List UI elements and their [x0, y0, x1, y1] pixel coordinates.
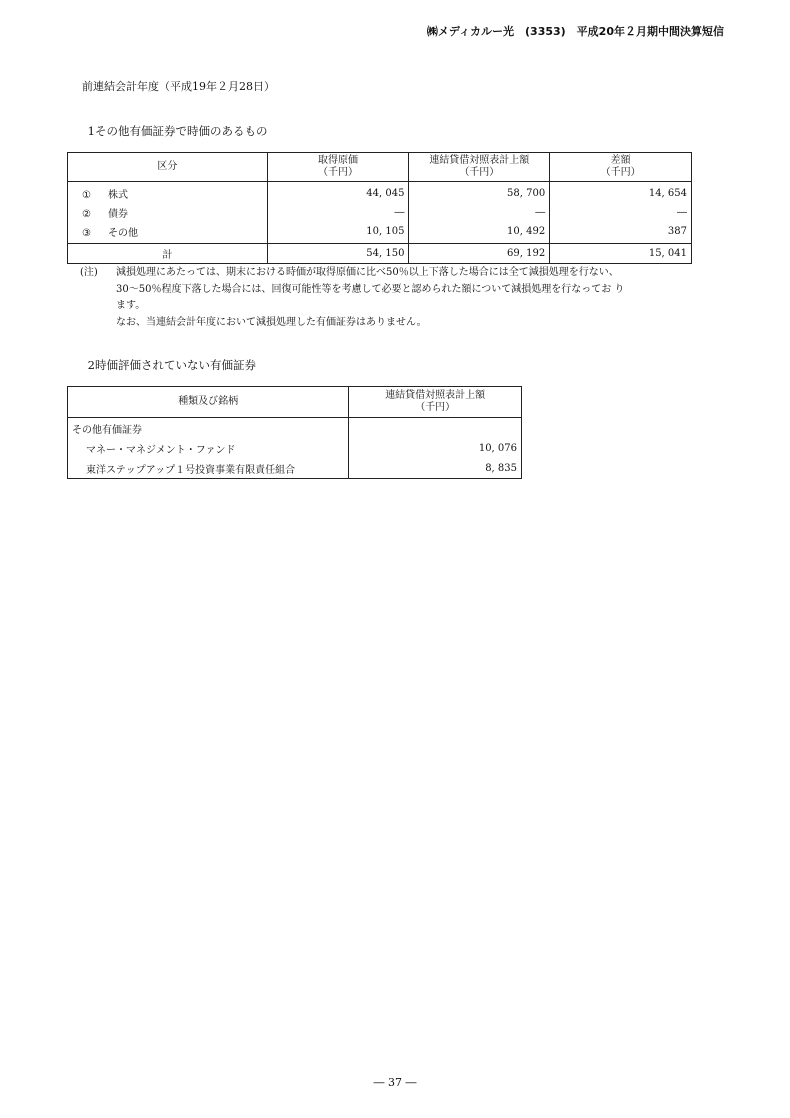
row-label: ③ その他: [68, 222, 268, 244]
row-label: ① 株式: [68, 182, 268, 204]
note-line: 減損処理にあたっては、期末における時価が取得原価に比べ50％以上下落した場合には全て減損処理を行ない、: [116, 267, 619, 278]
table-header-row: [68, 153, 692, 182]
empty-cell: [349, 418, 522, 439]
book-value-cell: ―: [409, 203, 550, 222]
table-row: [68, 222, 692, 244]
section-1-title: その他有価証券で時価のあるもの: [95, 124, 268, 138]
section-2-title: 時価評価されていない有価証券: [95, 358, 256, 372]
header-book-value: 連結貸借対照表計上額 （千円）: [409, 153, 550, 182]
header-type: 種類及び銘柄: [68, 387, 349, 418]
total-label: 計: [68, 244, 268, 264]
book-value-cell: 8, 835: [349, 458, 522, 479]
section-2-heading: [70, 357, 256, 373]
book-value-cell: 10, 076: [349, 438, 522, 458]
header-cost: 取得原価 （千円）: [267, 153, 409, 182]
section-1-number: 1: [87, 124, 95, 138]
difference-cell: 387: [550, 222, 692, 244]
note-tag: (注): [80, 267, 98, 278]
table-row: [68, 418, 522, 439]
total-difference: 15, 041: [550, 244, 692, 264]
security-name: 東洋ステップアップ１号投資事業有限責任組合: [68, 458, 349, 479]
total-row: [68, 244, 692, 264]
securities-with-market-value-table: [67, 152, 692, 264]
header-difference: 差額 （千円）: [550, 153, 692, 182]
table-row: [68, 182, 692, 204]
book-value-cell: 58, 700: [409, 182, 550, 204]
period-label: 前連結会計年度（平成19年２月28日）: [82, 80, 275, 93]
note-line: 30～50％程度下落した場合には、回復可能性等を考慮して必要と認められた額について減損処理を行なってお り: [116, 283, 625, 295]
header-category: 区分: [68, 153, 268, 182]
row-label: ② 債券: [68, 203, 268, 222]
section-2-number: 2: [87, 358, 95, 372]
table-row: [68, 438, 522, 458]
cost-cell: 44, 045: [267, 182, 409, 204]
note-line: なお、当連結会計年度において減損処理した有価証券はありません。: [116, 316, 427, 328]
impairment-note: [80, 265, 716, 331]
security-name: マネー・マネジメント・ファンド: [68, 438, 349, 458]
document-header: ㈱メディカルー光 (3353) 平成20年２月期中間決算短信: [426, 25, 724, 38]
total-cost: 54, 150: [267, 244, 409, 264]
difference-cell: ―: [550, 203, 692, 222]
page-number: ― 37 ―: [373, 1076, 417, 1089]
header-book-value: 連結貸借対照表計上額 （千円）: [349, 387, 522, 418]
book-value-cell: 10, 492: [409, 222, 550, 244]
cost-cell: ―: [267, 203, 409, 222]
cost-cell: 10, 105: [267, 222, 409, 244]
note-line: ます。: [116, 300, 146, 311]
total-book-value: 69, 192: [409, 244, 550, 264]
securities-without-market-value-table: [67, 386, 522, 479]
section-1-heading: [70, 123, 268, 139]
difference-cell: 14, 654: [550, 182, 692, 204]
table-row: [68, 458, 522, 479]
table-row: [68, 203, 692, 222]
table-header-row: [68, 387, 522, 418]
group-label: その他有価証券: [68, 418, 349, 439]
